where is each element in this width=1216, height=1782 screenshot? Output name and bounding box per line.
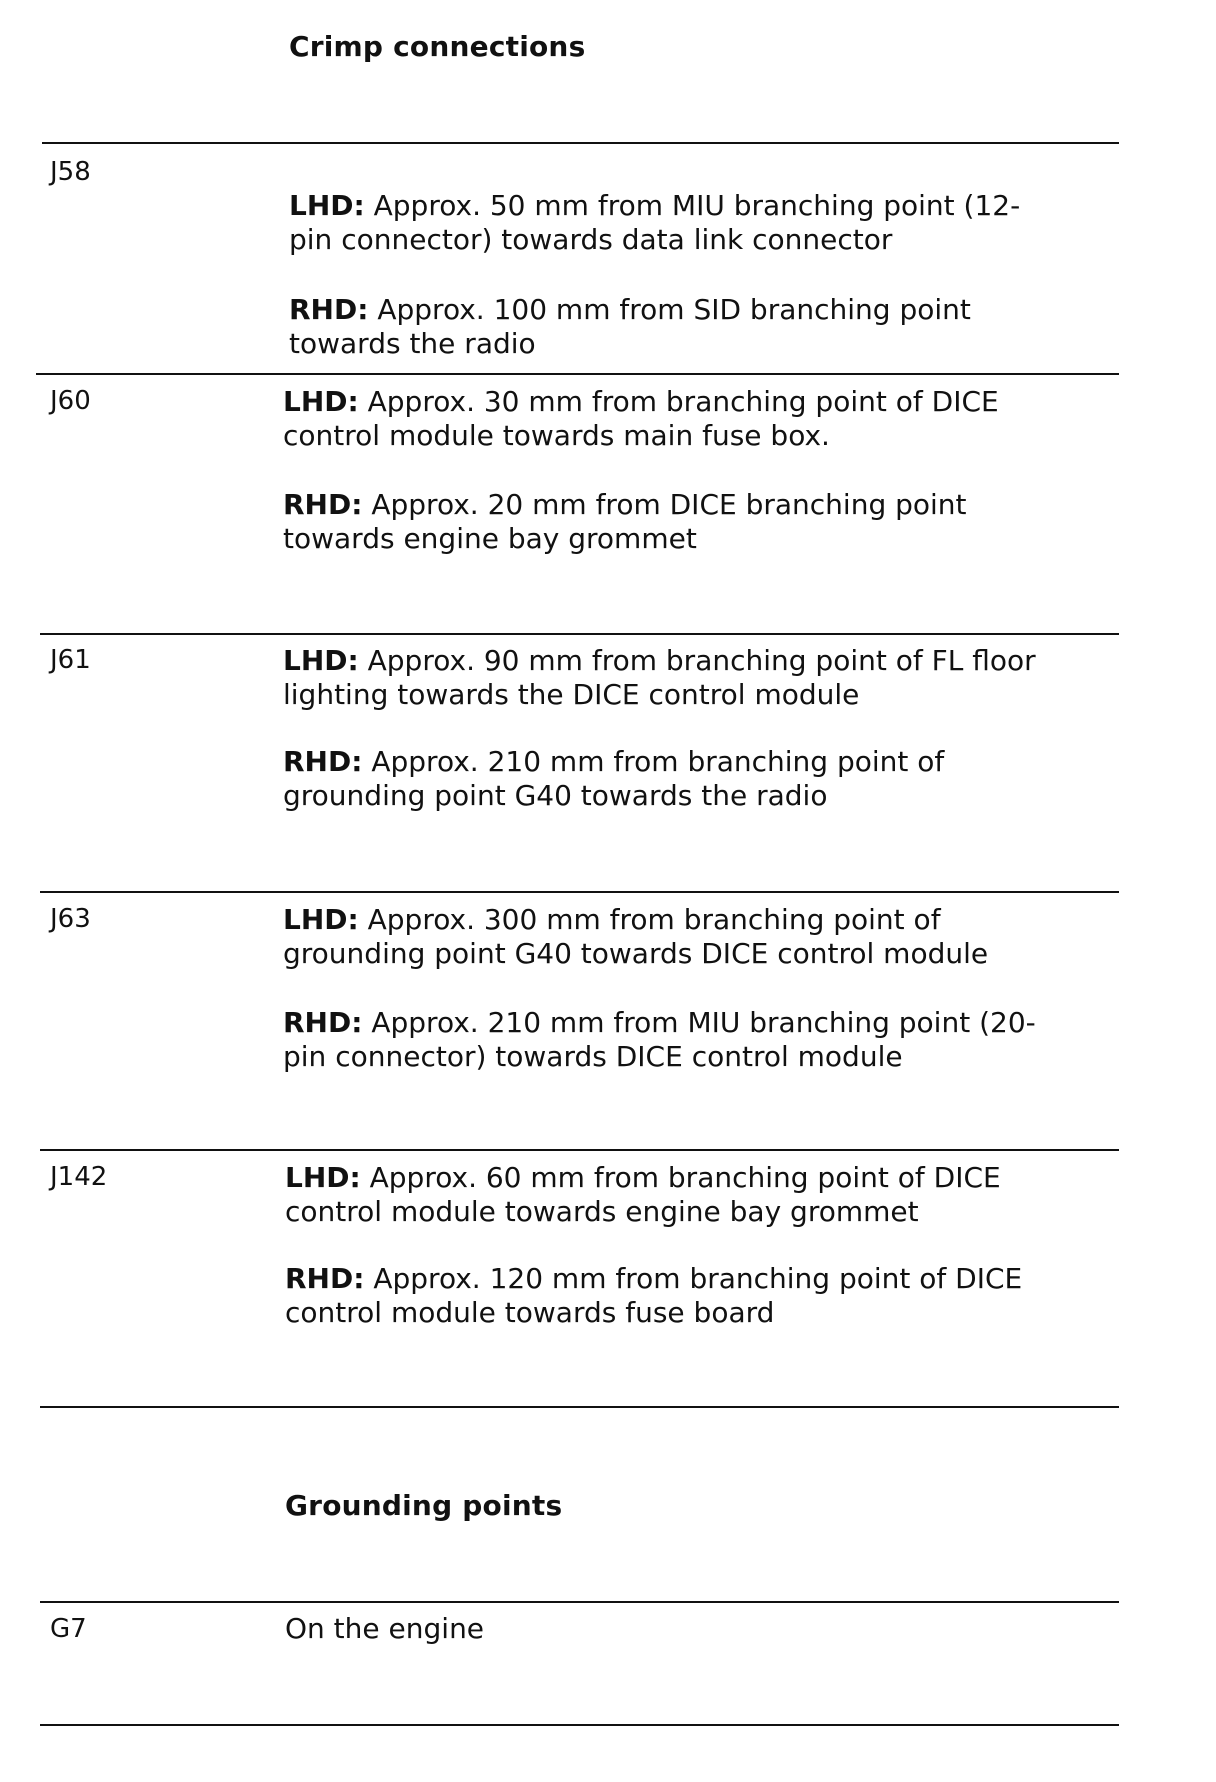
entry-text: Approx. 50 mm from MIU branching point (12-pin connector) towards data link connector [289, 189, 1021, 256]
entry-text: Approx. 90 mm from branching point of FL floor lighting towards the DICE control module [283, 644, 1036, 711]
entry-label: RHD: [283, 1006, 363, 1039]
entry-lhd [283, 903, 1053, 971]
table-rule [40, 1406, 1119, 1408]
entry-lhd [285, 1161, 1055, 1229]
entry-rhd [283, 488, 1053, 556]
entry-label: LHD: [289, 189, 365, 222]
table-rule [40, 633, 1119, 635]
connection-id-j61: J61 [50, 645, 91, 675]
entry-text: Approx. 210 mm from branching point of grounding point G40 towards the radio [283, 745, 945, 812]
entry-lhd [283, 385, 1053, 453]
entry-text: Approx. 20 mm from DICE branching point towards engine bay grommet [283, 488, 967, 555]
entry-text: Approx. 60 mm from branching point of DICE control module towards engine bay grommet [285, 1161, 1001, 1228]
connection-id-j63: J63 [50, 904, 91, 934]
section-heading-crimp-connections: Crimp connections [289, 30, 586, 63]
entry-text: Approx. 300 mm from branching point of grounding point G40 towards DICE control module [283, 903, 989, 970]
entry-text: Approx. 210 mm from MIU branching point (20-pin connector) towards DICE control module [283, 1006, 1036, 1073]
grounding-description: On the engine [285, 1612, 485, 1645]
section-heading-grounding-points: Grounding points [285, 1489, 563, 1522]
table-rule [42, 142, 1119, 144]
entry-label: LHD: [283, 644, 359, 677]
connection-id-j142: J142 [50, 1162, 108, 1192]
entry-text: Approx. 100 mm from SID branching point towards the radio [289, 293, 971, 360]
table-rule [40, 1724, 1119, 1726]
entry-rhd [289, 293, 1059, 361]
table-rule [40, 1149, 1119, 1151]
entry-label: RHD: [289, 293, 369, 326]
connection-id-j60: J60 [50, 386, 91, 416]
entry-lhd [289, 189, 1059, 257]
entry-label: RHD: [283, 745, 363, 778]
table-rule [40, 891, 1119, 893]
entry-text: Approx. 30 mm from branching point of DICE control module towards main fuse box. [283, 385, 999, 452]
table-rule [40, 1601, 1119, 1603]
grounding-id-g7: G7 [50, 1614, 87, 1644]
table-rule [36, 373, 1119, 375]
entry-rhd [283, 1006, 1053, 1074]
connection-id-j58: J58 [50, 157, 91, 187]
entry-label: LHD: [283, 903, 359, 936]
entry-lhd [283, 644, 1053, 712]
entry-label: LHD: [285, 1161, 361, 1194]
entry-rhd [283, 745, 1053, 813]
entry-label: RHD: [283, 488, 363, 521]
entry-text: Approx. 120 mm from branching point of DICE control module towards fuse board [285, 1262, 1023, 1329]
entry-rhd [285, 1262, 1055, 1330]
entry-label: RHD: [285, 1262, 365, 1295]
entry-label: LHD: [283, 385, 359, 418]
